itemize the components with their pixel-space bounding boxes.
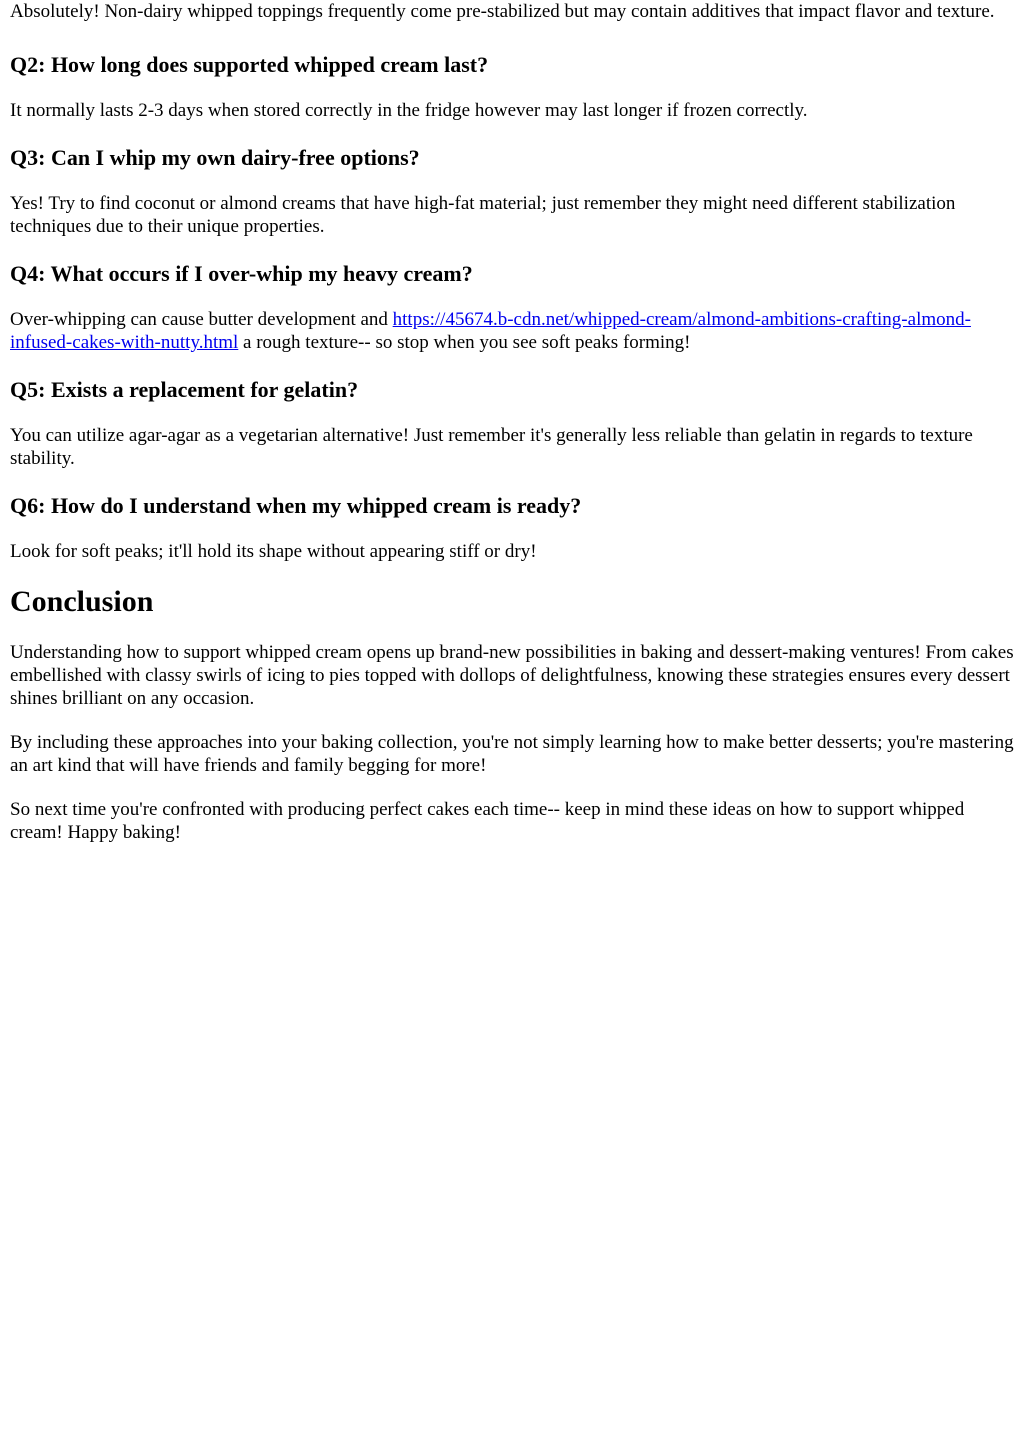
faq-answer-q5: You can utilize agar-agar as a vegetarian alternative! Just remember it's generally less reliable than gelatin in regards to texture stability.: [10, 425, 973, 469]
faq-question-q5: Q5: Exists a replacement for gelatin?: [10, 377, 359, 402]
faq-answer-q2: It normally lasts 2-3 days when stored correctly in the fridge however may last longer if frozen correctly.: [10, 100, 808, 121]
faq-answer-q4: [10, 308, 1014, 354]
faq-question-q6: Q6: How do I understand when my whipped cream is ready?: [10, 493, 582, 518]
faq-question-q2: Q2: How long does supported whipped cream last?: [10, 52, 489, 77]
conclusion-heading: Conclusion: [10, 585, 154, 618]
faq-answer-q6: Look for soft peaks; it'll hold its shape without appearing stiff or dry!: [10, 541, 537, 562]
faq-question-q4: Q4: What occurs if I over-whip my heavy cream?: [10, 261, 473, 286]
conclusion-paragraph: By including these approaches into your baking collection, you're not simply learning how to make better desserts; you're mastering an art kind that will have friends and family begging for more!: [10, 732, 1014, 776]
conclusion-paragraph: Understanding how to support whipped cream opens up brand-new possibilities in baking and dessert-making ventures! From cakes embellished with classy swirls of icing to pies topped with dollops of delightfulness, knowing these strategies ensures every dessert shines brilliant on any occasion.: [10, 642, 1014, 709]
faq-answer-q4-before: Over-whipping can cause butter development and: [10, 309, 393, 330]
faq-answer-q4-after: a rough texture-- so stop when you see soft peaks forming!: [238, 332, 691, 353]
faq-answer-q3: Yes! Try to find coconut or almond creams that have high-fat material; just remember they might need different stabilization techniques due to their unique properties.: [10, 193, 956, 237]
faq-answer-q1: Absolutely! Non-dairy whipped toppings frequently come pre-stabilized but may contain additives that impact flavor and texture.: [10, 1, 995, 22]
almond-ambitions-link[interactable]: https://45674.b-cdn.net/whipped-cream/almond-ambitions-crafting-almond-infused-cakes-with-nutty.html: [10, 309, 971, 353]
faq-question-q3: Q3: Can I whip my own dairy-free options?: [10, 145, 420, 170]
conclusion-paragraph: So next time you're confronted with producing perfect cakes each time-- keep in mind these ideas on how to support whipped cream! Happy baking!: [10, 799, 965, 843]
